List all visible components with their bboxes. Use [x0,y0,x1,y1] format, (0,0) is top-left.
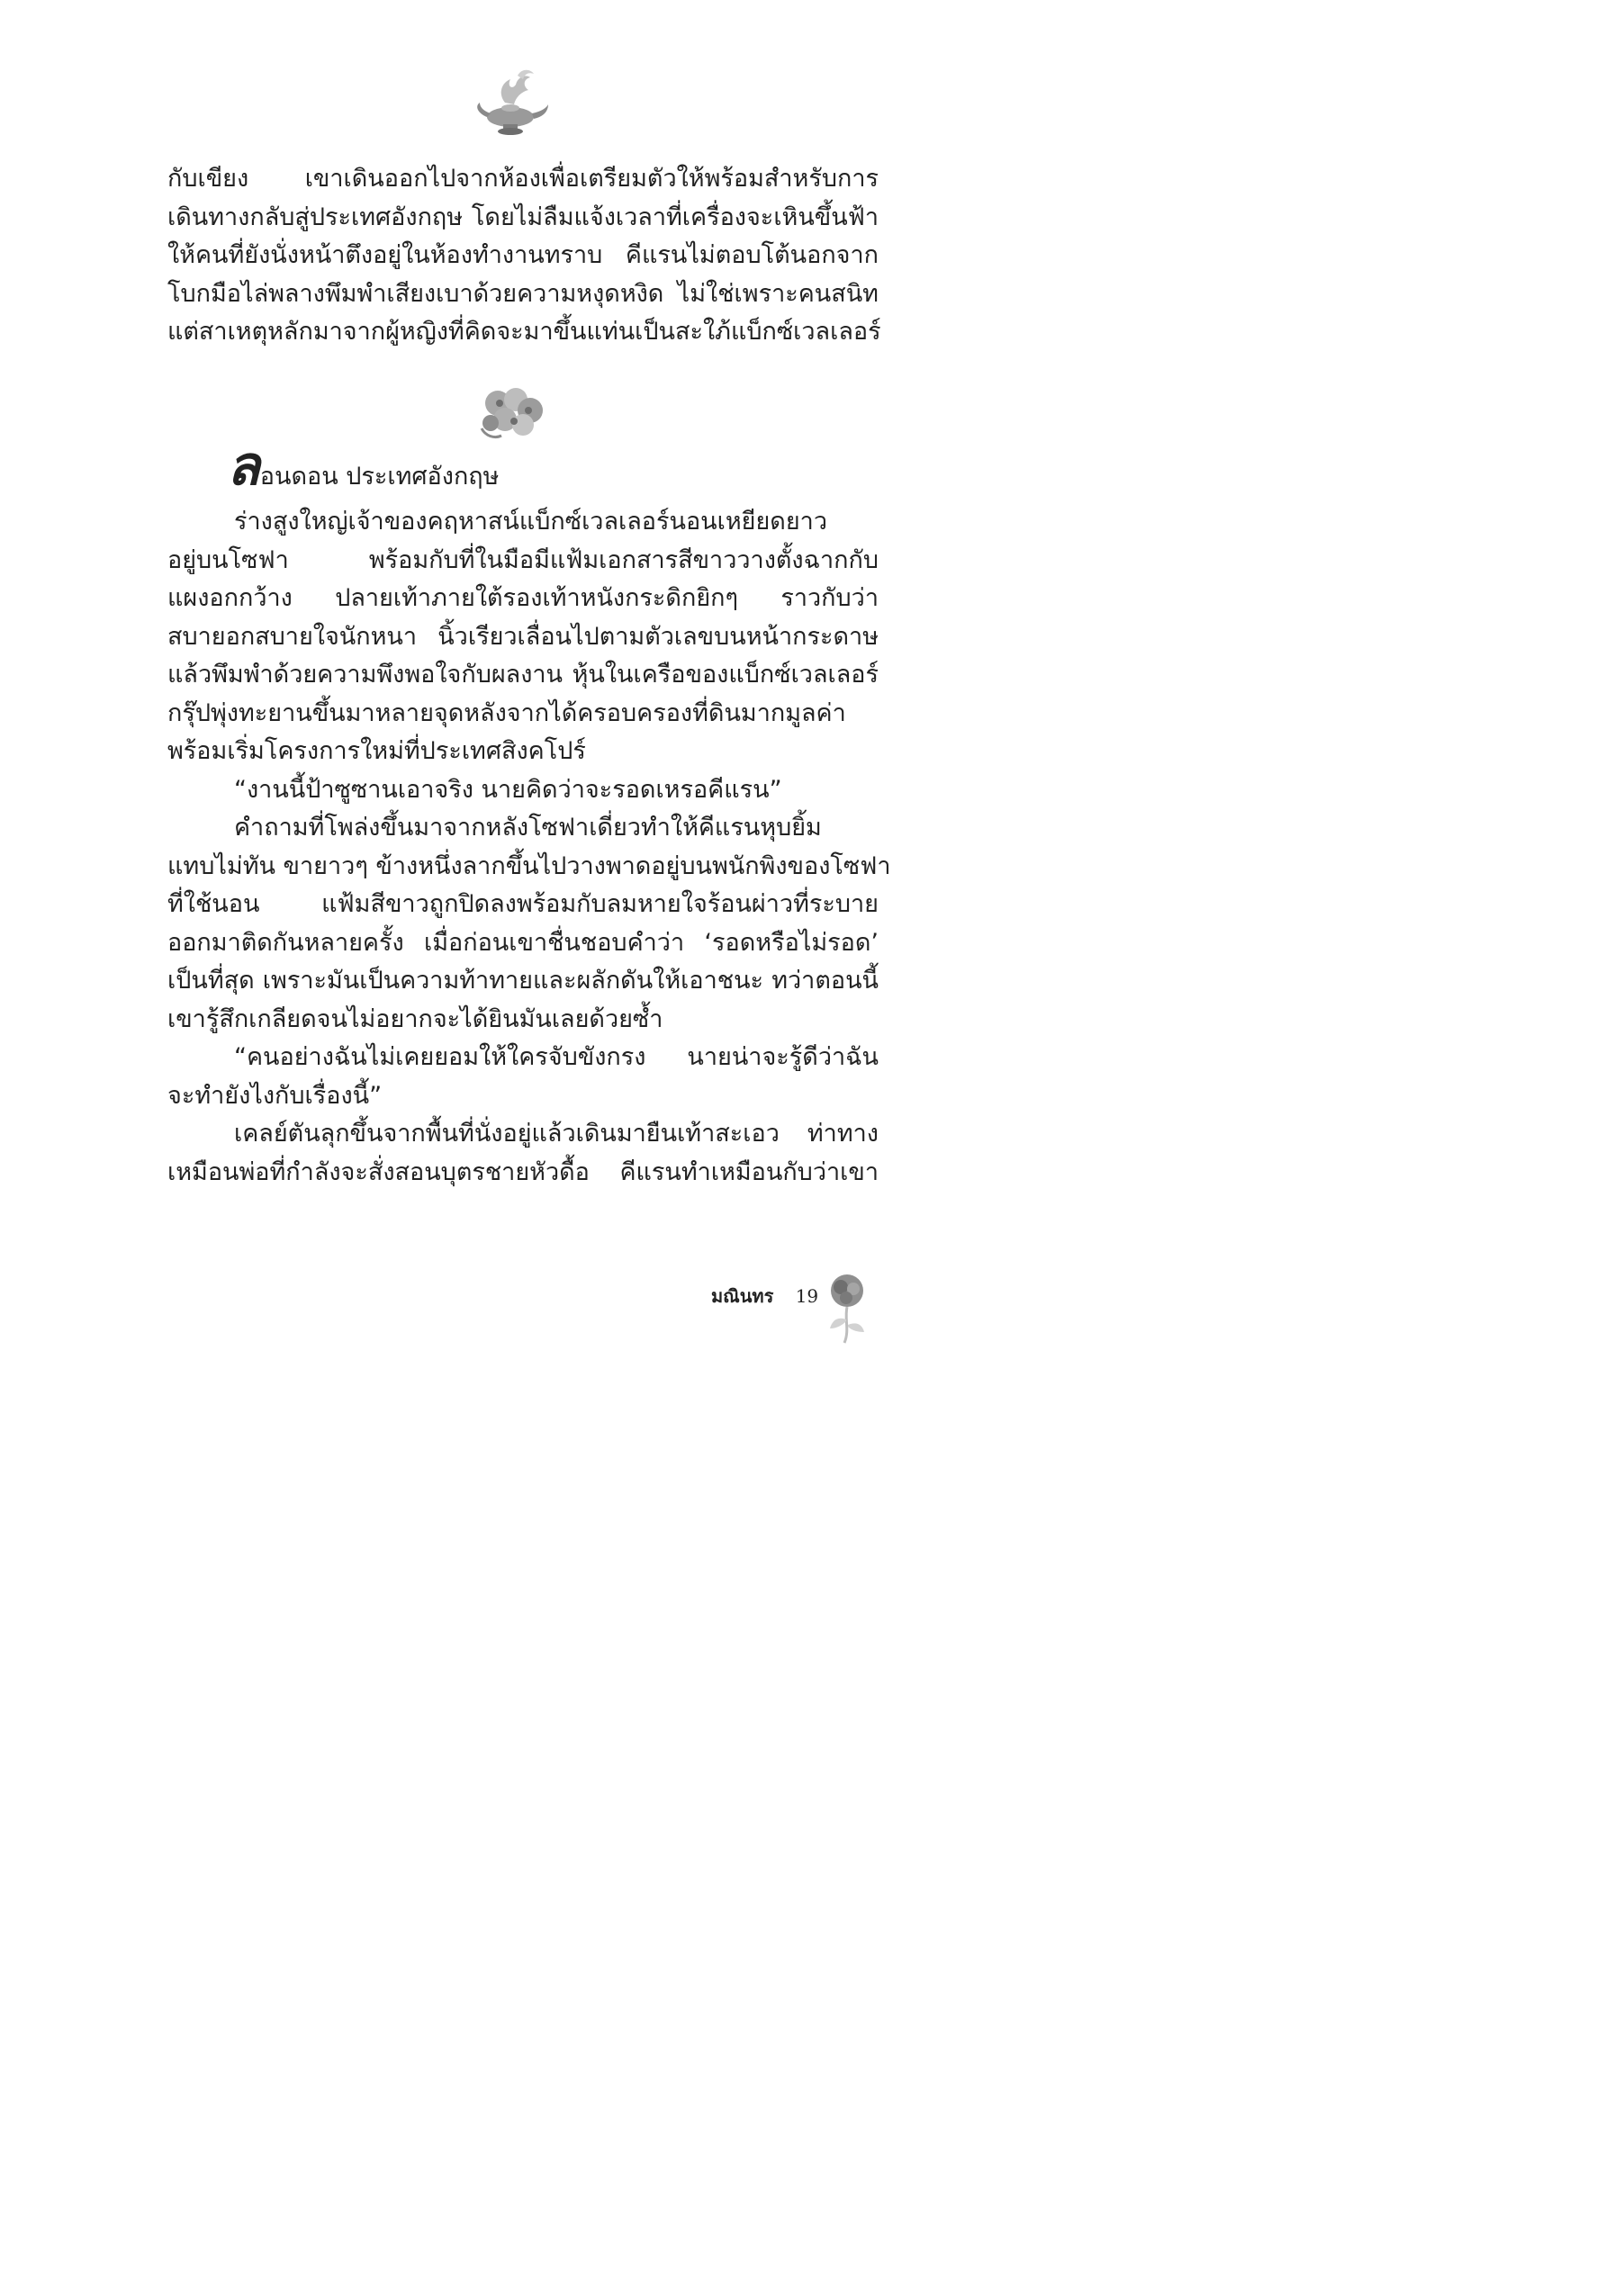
text-line: กรุ๊ปพุ่งทะยานขึ้นมาหลายจุดหลังจากได้ครอบครองที่ดินมากมูลค่า [167,698,846,727]
text-line: เป็นที่สุด เพราะมันเป็นความท้าทายและผลักดันให้เอาชนะ ทว่าตอนนี้ [167,967,879,995]
drop-cap: ล [227,435,260,498]
body-text [167,503,891,1192]
text-line: เหมือนพ่อที่กำลังจะสั่งสอนบุตรชายหัวดื้อ คีแรนทำเหมือนกับว่าเขา [167,1157,879,1186]
quote-line: “งานนี้ป้าซูซานเอาจริง นายคิดว่าจะรอดเหรอคีแรน” [234,775,782,804]
section-heading [227,435,857,498]
genie-lamp-ornament [471,67,552,144]
text-line: ออกมาติดกันหลายครั้ง เมื่อก่อนเขาชื่นชอบคำว่า ‘รอดหรือไม่รอด’ [167,928,879,957]
text-line: โบกมือไล่พลางพึมพำเสียงเบาด้วยความหงุดหงิด ไม่ใช่เพราะคนสนิท [167,279,879,308]
text-line: กับเขียง เขาเดินออกไปจากห้องเพื่อเตรียมตัวให้พร้อมสำหรับการ [167,165,879,193]
section-heading-text: อนดอน ประเทศอังกฤษ [259,463,500,491]
text-line: คำถามที่โพล่งขึ้นมาจากหลังโซฟาเดี่ยวทำให้คีแรนหุบยิ้ม [234,814,822,842]
rose-ornament [817,1269,877,1346]
text-line: ร่างสูงใหญ่เจ้าของคฤหาสน์แบ็กซ์เวลเลอร์นอนเหยียดยาว [234,508,827,536]
flower-ornament [473,383,554,443]
text-line: แต่สาเหตุหลักมาจากผู้หญิงที่คิดจะมาขึ้นแท่นเป็นสะใภ้แบ็กซ์เวลเลอร์ [167,318,881,346]
page-footer [711,1282,818,1310]
text-line: แทบไม่ทัน ขายาวๆ ข้างหนึ่งลากขึ้นไปวางพาดอยู่บนพนักพิงของโซฟา [167,851,891,880]
page-number: 19 [795,1285,819,1307]
text-line: เคลย์ตันลุกขึ้นจากพื้นที่นั่งอยู่แล้วเดินมายืนเท้าสะเอว ท่าทาง [234,1120,879,1148]
text-line: แผงอกกว้าง ปลายเท้าภายใต้รองเท้าหนังกระดิกยิกๆ ราวกับว่า [167,584,879,612]
quote-line: “คนอย่างฉันไม่เคยยอมให้ใครจับขังกรง นายน่าจะรู้ดีว่าฉัน [234,1043,879,1071]
text-line: ให้คนที่ยังนั่งหน้าตึงอยู่ในห้องทำงานทราบ คีแรนไม่ตอบโต้นอกจาก [167,241,879,269]
book-page [0,0,1005,1437]
text-line: เขารู้สึกเกลียดจนไม่อยากจะได้ยินมันเลยด้วยซ้ำ [167,1004,663,1033]
text-line: อยู่บนโซฟา พร้อมกับที่ในมือมีแฟ้มเอกสารสีขาววางตั้งฉากกับ [167,545,879,574]
paragraph-1 [167,160,879,352]
text-line: สบายอกสบายใจนักหนา นิ้วเรียวเลื่อนไปตามตัวเลขบนหน้ากระดาษ [167,622,879,651]
text-line: แล้วพึมพำด้วยความพึงพอใจกับผลงาน หุ้นในเครือของแบ็กซ์เวลเลอร์ [167,661,879,689]
author-name: มณินทร [711,1285,774,1307]
text-line: ที่ใช้นอน แฟ้มสีขาวถูกปิดลงพร้อมกับลมหายใจร้อนผ่าวที่ระบาย [167,890,879,918]
text-line: พร้อมเริ่มโครงการใหม่ที่ประเทศสิงคโปร์ [167,737,586,765]
text-line: เดินทางกลับสู่ประเทศอังกฤษ โดยไม่ลืมแจ้งเวลาที่เครื่องจะเหินขึ้นฟ้า [167,203,879,231]
quote-line: จะทำยังไงกับเรื่องนี้” [167,1081,383,1110]
